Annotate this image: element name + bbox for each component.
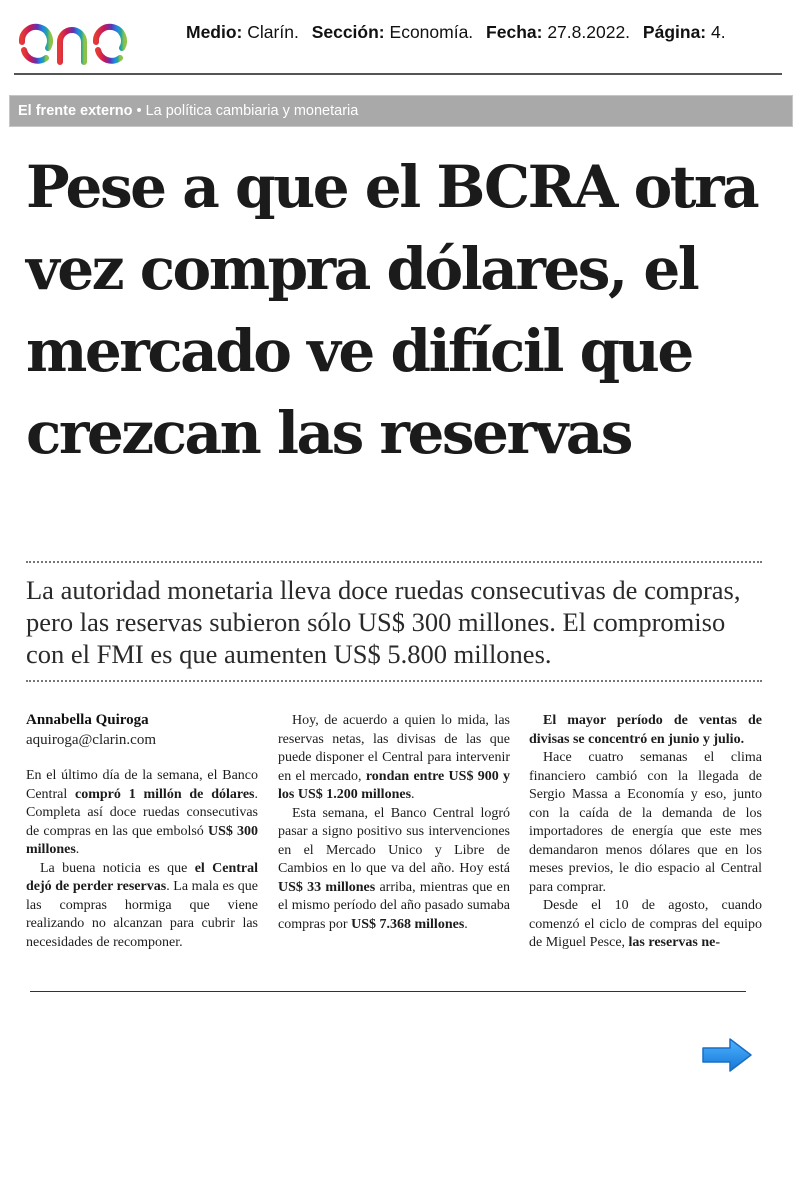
- dotted-divider-bottom: [26, 680, 762, 682]
- section-separator: •: [136, 103, 142, 119]
- text-column-2: [278, 712, 510, 934]
- article-headline: Pese a que el BCRA otra vez compra dólares, el mercado ve difícil que crezcan las reservas: [26, 153, 758, 467]
- paragraph: La buena noticia es que el Central dejó de perder reservas. La mala es que las compras hormiga que viene realizando no alcanzan para cubrir las necesidades de recomponer.: [26, 860, 258, 950]
- medio-value: Clarín.: [247, 22, 299, 42]
- author-name: Annabella Quiroga: [26, 712, 149, 728]
- article-metadata: [186, 22, 726, 43]
- enel-logo: [18, 8, 172, 68]
- seccion-label: Sección:: [311, 22, 385, 42]
- arrow-right-icon[interactable]: [700, 1036, 754, 1074]
- text-column-3: [529, 712, 762, 953]
- medio-label: Medio:: [186, 22, 243, 42]
- paragraph: Esta semana, el Banco Central logró pasar a signo positivo sus intervenciones en el Mercado Unico y Libre de Cambios en lo que va del año. Hoy está US$ 33 millones arriba, mientras que en el mismo período del año pasado sumaba compras por US$ 7.368 millones.: [278, 805, 510, 932]
- paragraph: Hoy, de acuerdo a quien lo mida, las reservas netas, las divisas de las que puede disponer el Central para intervenir en el mercado, rondan entre US$ 900 y los US$ 1.200 millones.: [278, 713, 510, 802]
- fecha-label: Fecha:: [486, 22, 543, 42]
- article-subhead: La autoridad monetaria lleva doce ruedas consecutivas de compras, pero las reservas subieron sólo US$ 300 millones. El compromiso con el FMI es que aumenten US$ 5.800 millones.: [26, 575, 741, 669]
- fecha-value: 27.8.2022.: [547, 22, 631, 42]
- section-bar: [9, 95, 793, 127]
- footer-divider: [30, 991, 746, 992]
- dotted-divider-top: [26, 561, 762, 563]
- paragraph: Hace cuatro semanas el clima financiero cambió con la llegada de Sergio Massa a Economía y eso, junto con la caída de la demanda de los importadores de energía que este mes demandaron menos dólares que en los meses previos, le dio espacio al Central para comprar.: [529, 750, 762, 895]
- seccion-value: Economía.: [389, 22, 474, 42]
- section-title: El frente externo: [18, 103, 133, 119]
- section-subtitle: La política cambiaria y monetaria: [145, 103, 359, 119]
- paragraph: En el último día de la semana, el Banco Central compró 1 millón de dólares. Completa así doce ruedas consecutivas de compras en las que embolsó US$ 300 millones.: [26, 768, 258, 857]
- text-column-1: [26, 767, 258, 952]
- author-email[interactable]: aquiroga@clarin.com: [26, 732, 157, 748]
- header-divider: [14, 73, 782, 75]
- pagina-label: Página:: [642, 22, 707, 42]
- paragraph: Desde el 10 de agosto, cuando comenzó el ciclo de compras del equipo de Miguel Pesce, las reservas ne-: [529, 898, 762, 950]
- pagina-value: 4.: [711, 22, 726, 42]
- paragraph: El mayor período de ventas de divisas se concentró en junio y julio.: [529, 713, 762, 747]
